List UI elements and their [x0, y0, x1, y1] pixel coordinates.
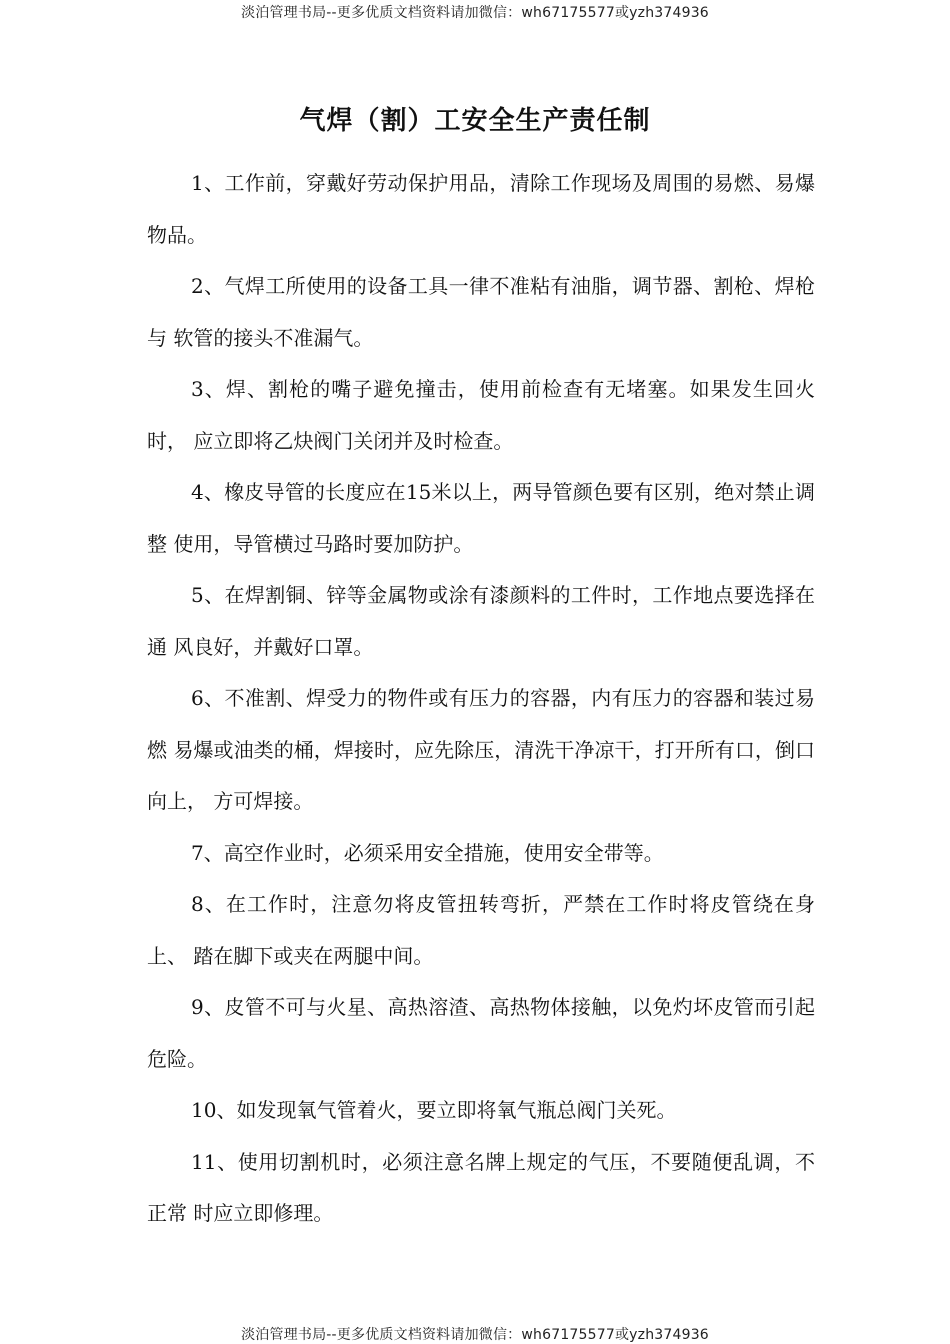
page-title: 气焊（割）工安全生产责任制 [299, 106, 651, 136]
clause-1: 1、工作前，穿戴好劳动保护用品，清除工作现场及周围的易燃、易爆物品。 [147, 171, 815, 247]
clause-8: 8、在工作时，注意勿将皮管扭转弯折，严禁在工作时将皮管绕在身上、 踏在脚下或夹在两腿中间。 [147, 892, 815, 968]
clause-3: 3、焊、割枪的嘴子避免撞击，使用前检查有无堵塞。如果发生回火时， 应立即将乙炔阀门关闭并及时检查。 [147, 377, 815, 453]
clause-list [147, 158, 815, 1240]
clause-5: 5、在焊割铜、锌等金属物或涂有漆颜料的工件时，工作地点要选择在通 风良好，并戴好口罩。 [147, 583, 815, 659]
footer-watermark-note: 淡泊管理书局--更多优质文档资料请加微信：wh67175577或yzh374936 [241, 1327, 709, 1343]
clause-9: 9、皮管不可与火星、高热溶渣、高热物体接触，以免灼坏皮管而引起危险。 [147, 995, 815, 1071]
clause-11: 11、使用切割机时，必须注意名牌上规定的气压，不要随便乱调，不正常 时应立即修理。 [147, 1149, 815, 1225]
header-watermark-note: 淡泊管理书局--更多优质文档资料请加微信：wh67175577或yzh374936 [241, 5, 709, 21]
clause-10: 10、如发现氧气管着火，要立即将氧气瓶总阀门关死。 [191, 1098, 677, 1122]
clause-4: 4、橡皮导管的长度应在15米以上，两导管颜色要有区别，绝对禁止调整 使用，导管横过马路时要加防护。 [147, 480, 815, 556]
clause-2: 2、气焊工所使用的设备工具一律不准粘有油脂，调节器、割枪、焊枪与 软管的接头不准漏气。 [147, 274, 815, 350]
clause-7: 7、高空作业时，必须采用安全措施，使用安全带等。 [191, 840, 664, 865]
clause-6: 6、不准割、焊受力的物件或有压力的容器，内有压力的容器和装过易燃 易爆或油类的桶，焊接时，应先除压，清洗干净凉干，打开所有口，倒口向上， 方可焊接。 [147, 686, 815, 813]
